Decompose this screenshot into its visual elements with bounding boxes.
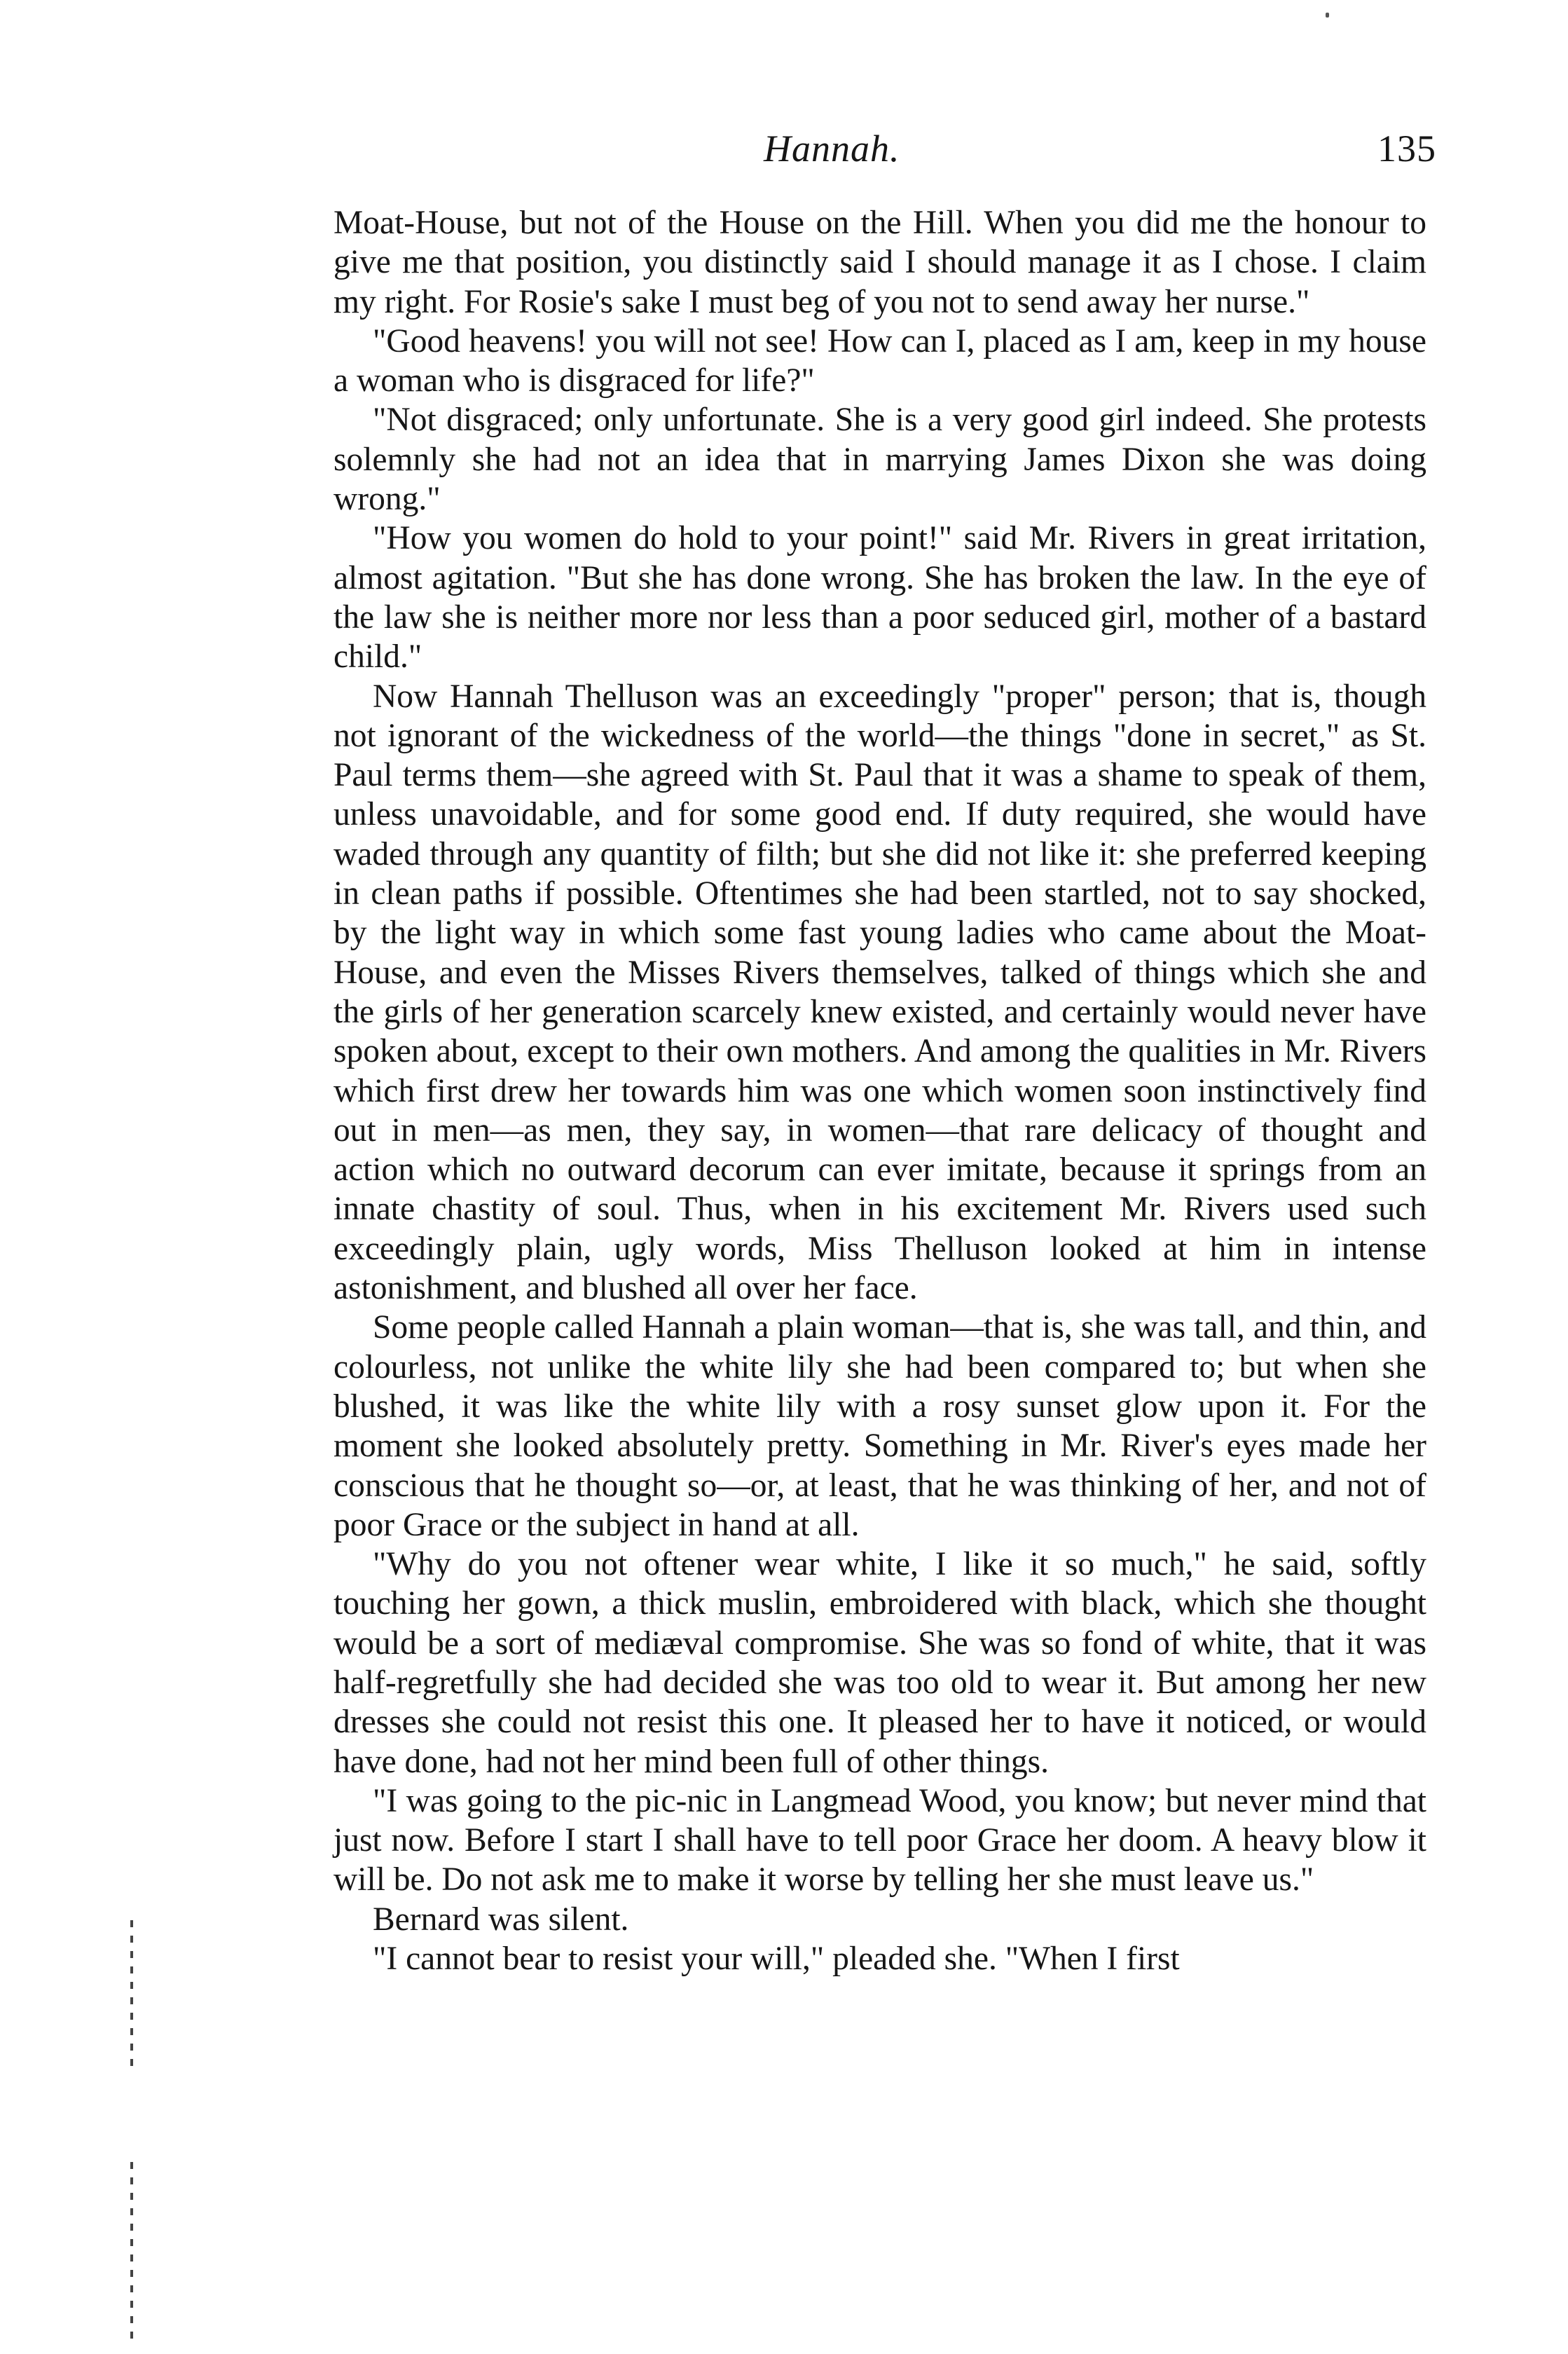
paragraph: Now Hannah Thelluson was an exceedingly "proper" person; that is, though not ignorant of the wickedness of the world—the things "done in secret," as St. Paul terms them—she agreed with St. Paul that it was a shame to speak of them, unless unavoidable, and for some good end. If duty required, she would have waded through any quantity of filth; but she did not like it: she preferred keeping in clean paths if possible. Oftentimes she had been startled, not to say shocked, by the light way in which some fast young ladies who came about the Moat-House, and even the Misses Rivers themselves, talked of things which she and the girls of her generation scarcely knew existed, and certainly would never have spoken about, except to their own mothers. And among the qualities in Mr. Rivers which first drew her towards him was one which women soon instinctively find out in men—as men, they say, in women—that rare delicacy of thought and action which no outward decorum can ever imitate, because it springs from an innate chastity of soul. Thus, when in his excitement Mr. Rivers used such exceedingly plain, ugly words, Miss Thelluson looked at him in intense astonishment, and blushed all over her face.	[333, 678, 1426, 1307]
margin-scan-mark	[130, 1920, 133, 2067]
running-header	[329, 128, 1436, 184]
running-title: Hannah.	[764, 128, 900, 170]
paragraph: Some people called Hannah a plain woman—that is, she was tall, and thin, and colourless, not unlike the white lily she had been compared to; but when she blushed, it was like the white lily with a rosy sunset glow upon it. For the moment she looked absolutely pretty. Something in Mr. River's eyes made her conscious that he thought so—or, at least, that he was thinking of her, and not of poor Grace or the subject in hand at all.	[333, 1309, 1426, 1543]
paragraph: "Good heavens! you will not see! How can I, placed as I am, keep in my house a woman who is disgraced for life?"	[333, 322, 1426, 399]
paragraph: "Not disgraced; only unfortunate. She is a very good girl indeed. She protests solemnly she had not an idea that in marrying James Dixon she was doing wrong."	[333, 402, 1426, 518]
paragraph: "How you women do hold to your point!" said Mr. Rivers in great irritation, almost agitation. "But she has done wrong. She has broken the law. In the eye of the law she is neither more nor less than a poor seduced girl, mother of a bastard child."	[333, 520, 1426, 676]
page-number: 135	[1377, 128, 1436, 170]
paragraph: Bernard was silent.	[373, 1901, 629, 1938]
paragraph: Moat-House, but not of the House on the Hill. When you did me the honour to give me that position, you distinctly said I should manage it as I chose. I claim my right. For Rosie's sake I must beg of you not to send away her nurse."	[333, 205, 1426, 320]
paragraph: "I was going to the pic-nic in Langmead Wood, you know; but never mind that just now. Before I start I shall have to tell poor Grace her doom. A heavy blow it will be. Do not ask me to make it worse by telling her she must leave us."	[333, 1782, 1426, 1898]
paragraph: "I cannot bear to resist your will," pleaded she. "When I first	[373, 1941, 1180, 1978]
body-text	[333, 203, 1426, 1978]
paragraph: "Why do you not oftener wear white, I like it so much," he said, softly touching her gown, a thick muslin, embroidered with black, which she thought would be a sort of mediæval compromise. She was so fond of white, that it was half-regretfully she had decided she was too old to wear it. But among her new dresses she could not resist this one. It pleased her to have it noticed, or would have done, had not her mind been full of other things.	[333, 1546, 1426, 1780]
margin-scan-mark	[130, 2162, 133, 2344]
ink-speck	[1326, 13, 1329, 18]
